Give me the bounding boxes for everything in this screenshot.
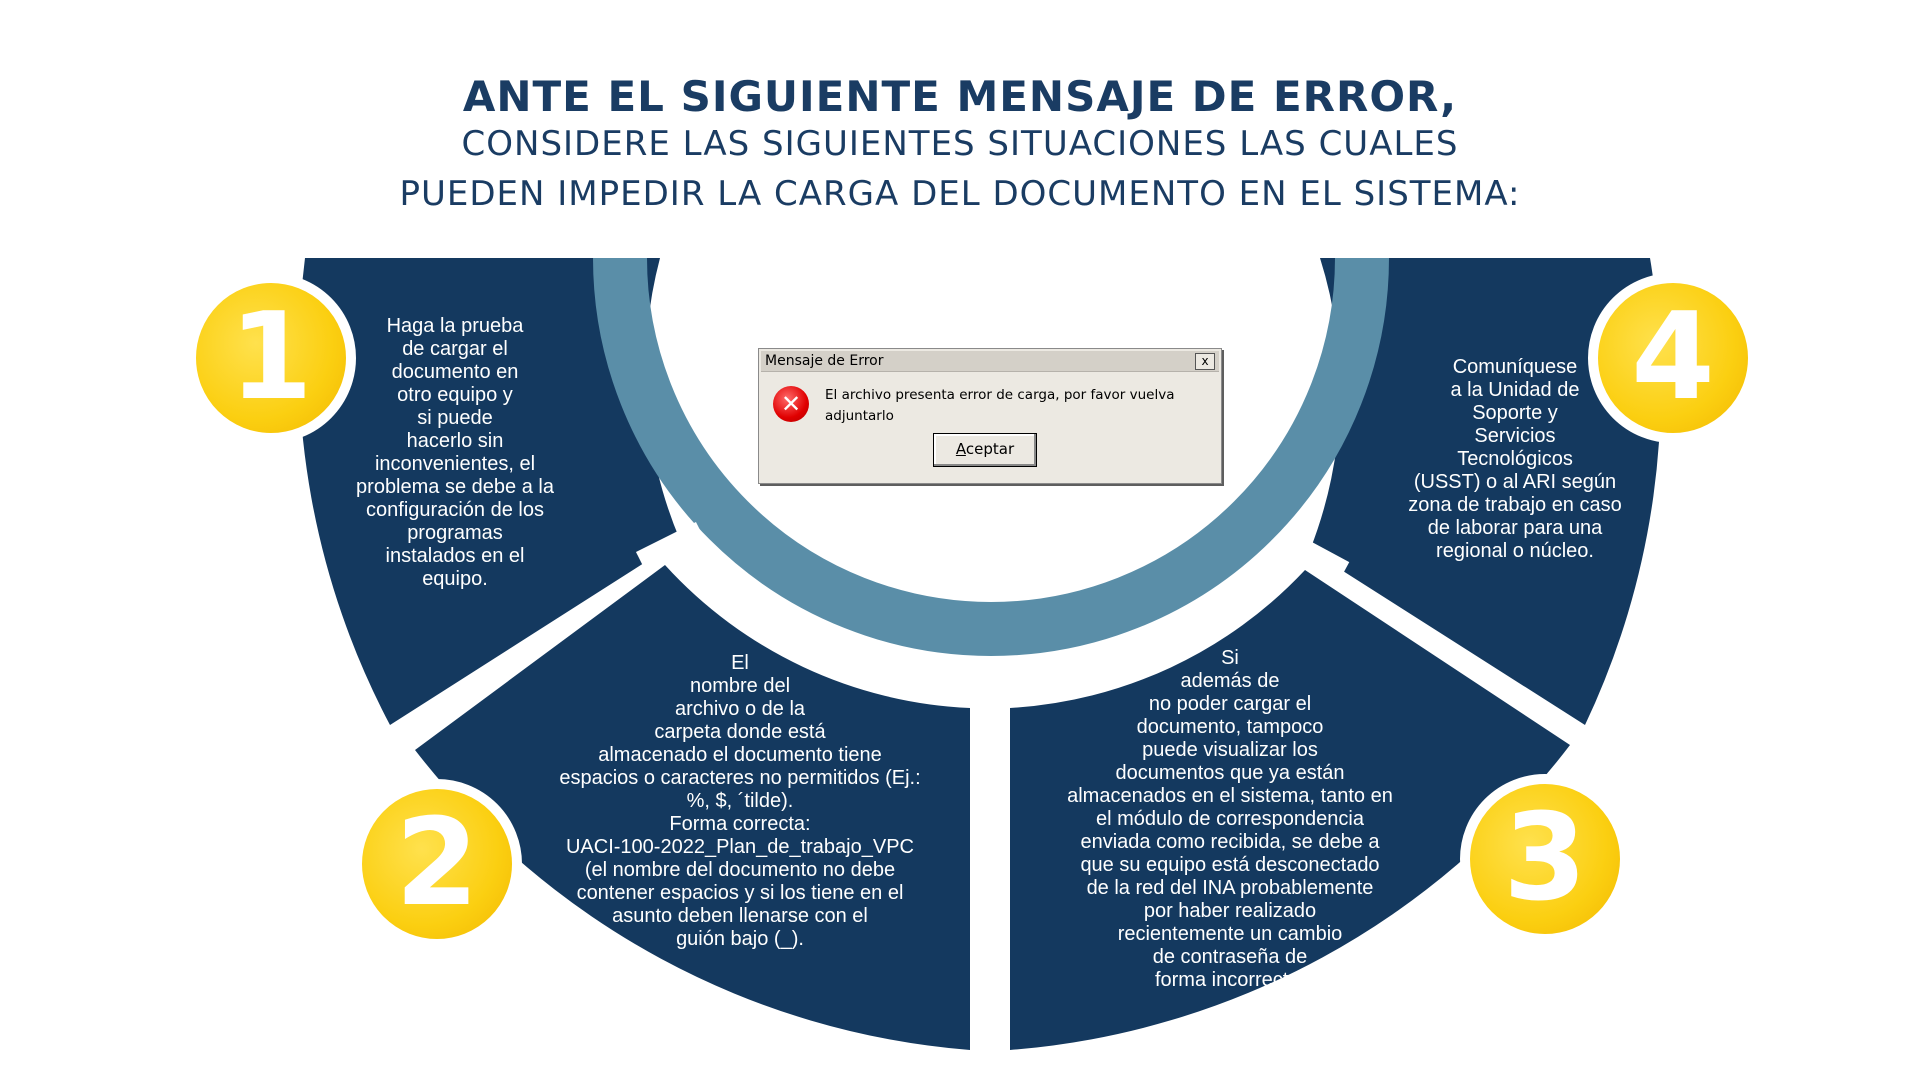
step-4-text: Comuníquese a la Unidad de Soporte y Servicios Tecnológicos (USST) o al ARI según zona de trabajo en caso de laborar para una regional o núcleo. [1408, 356, 1622, 562]
step-1-badge: 1 [186, 273, 356, 443]
step-2-text: El nombre del archivo o de la carpeta donde está almacenado el documento tiene espacios o caracteres no permitidos (Ej.: %, $, ´tilde). Forma correcta: UACI-100-2022_Plan_de_trabajo_VPC (el nombre del documento no debe contener espacios y si los tiene en el asunto deben llenarse con el guión bajo (_). [559, 652, 921, 950]
accept-button-mnemonic: A [955, 440, 966, 458]
dialog-message: El archivo presenta error de carga, por favor vuelva adjuntarlo [825, 387, 1175, 424]
close-icon[interactable]: x [1195, 353, 1215, 370]
error-dialog [758, 348, 1222, 484]
dialog-title: Mensaje de Error [765, 353, 884, 369]
dialog-title-bar [761, 351, 1219, 372]
step-4-badge: 4 [1588, 273, 1758, 443]
heading-line-1: ANTE EL SIGUIENTE MENSAJE DE ERROR, [462, 72, 1458, 121]
heading-line-2: CONSIDERE LAS SIGUIENTES SITUACIONES LAS CUALES [461, 124, 1459, 164]
accept-button-label: ceptar [965, 440, 1015, 458]
step-3-text: Si además de no poder cargar el documento, tampoco puede visualizar los documentos que ya están almacenados en el sistema, tanto en el módulo de correspondencia enviada como recibida, se debe a que su equipo está desconectado de la red del INA probablemente por haber realizado recientemente un cambio de contraseña de forma incorrecta. [1067, 647, 1393, 991]
step-3-badge: 3 [1460, 774, 1630, 944]
step-2-badge: 2 [352, 779, 522, 949]
step-1-text: Haga la prueba de cargar el documento en otro equipo y si puede hacerlo sin inconvenientes, el problema se debe a la configuración de los programas instalados en el equipo. [356, 315, 554, 590]
error-x-icon: ✕ [773, 386, 809, 422]
accept-button[interactable] [933, 433, 1037, 467]
heading-line-3: PUEDEN IMPEDIR LA CARGA DEL DOCUMENTO EN EL SISTEMA: [399, 174, 1521, 214]
